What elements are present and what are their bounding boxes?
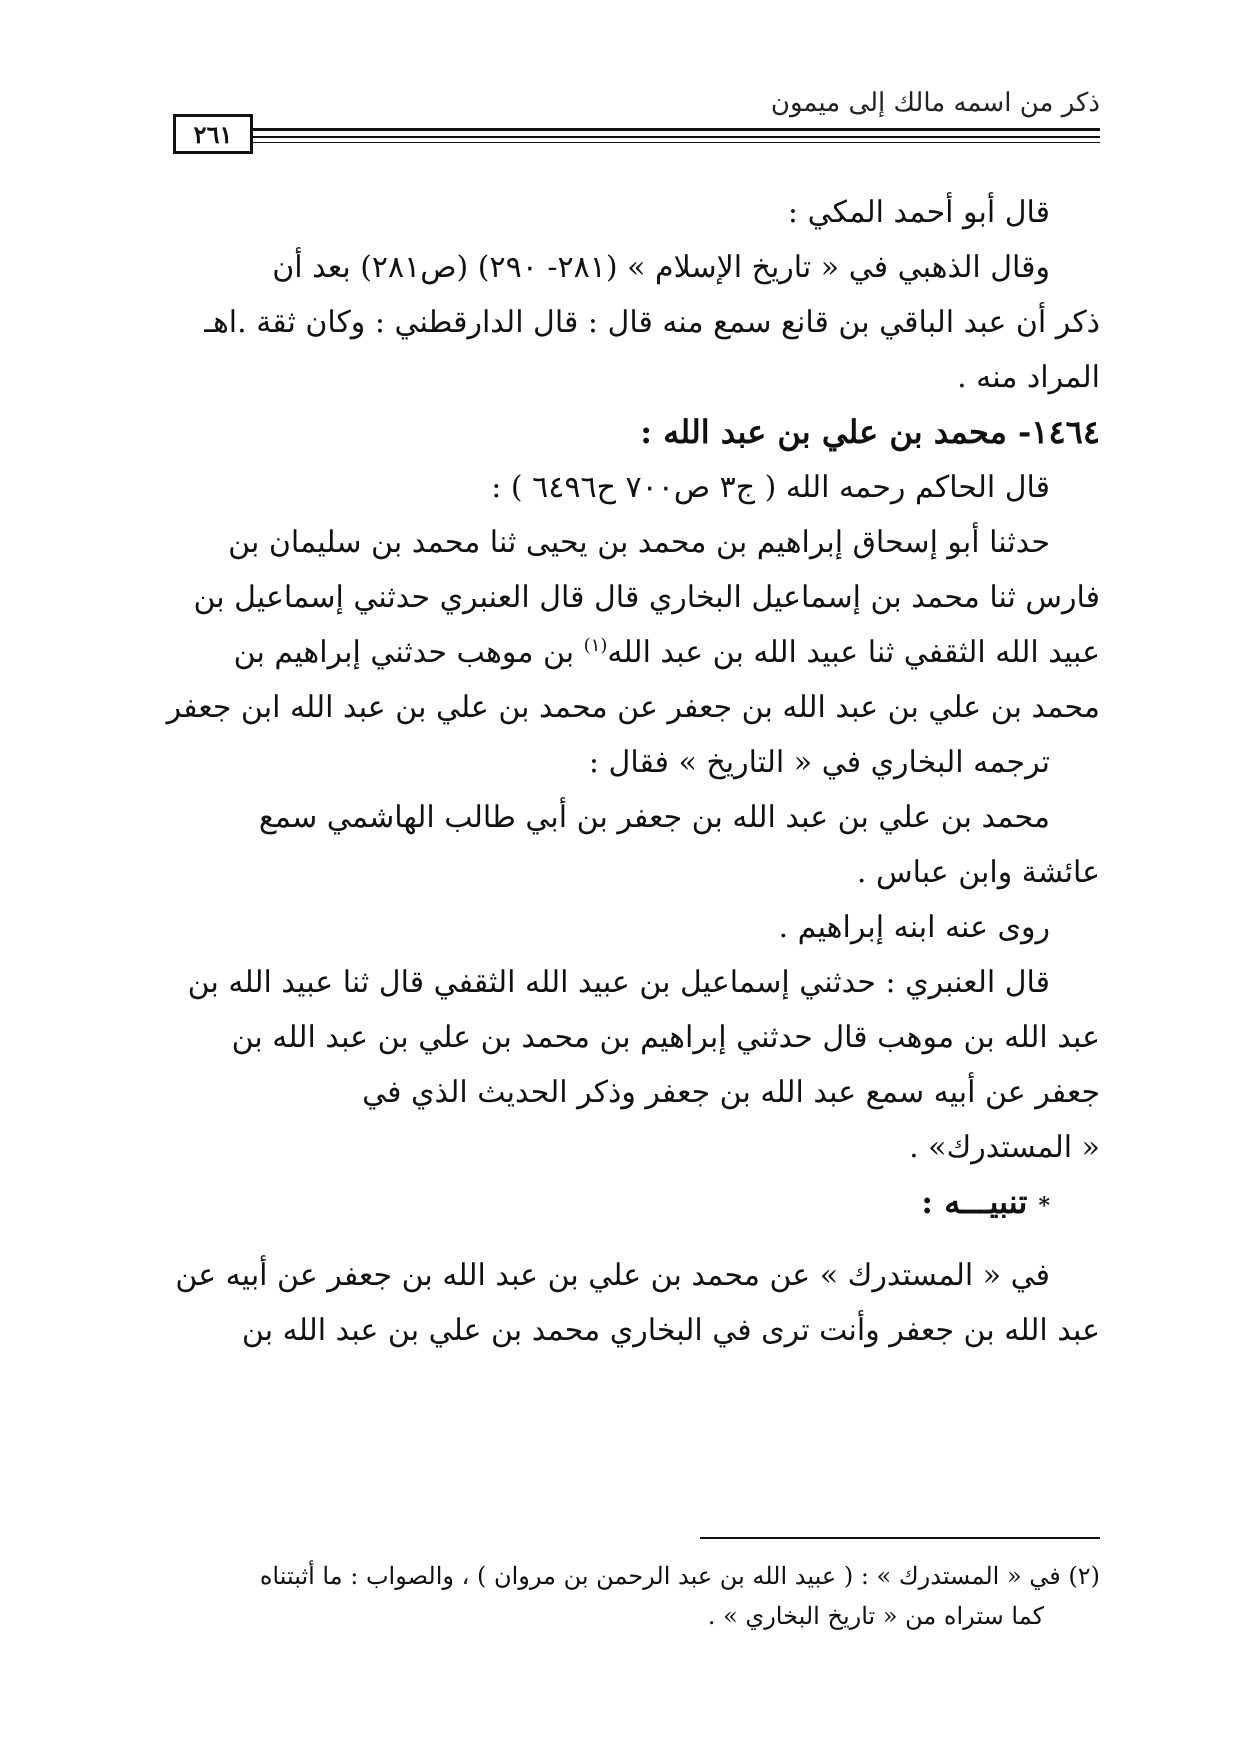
text-line: عبد الله بن جعفر وأنت ترى في البخاري محمد بن علي بن عبد الله بن [241,1313,1100,1348]
text-line: محمد بن علي بن عبد الله بن جعفر بن أبي طالب الهاشمي سمع [258,800,1050,835]
text-line: روى عنه ابنه إبراهيم . [778,910,1050,945]
text-line: ذكر أن عبد الباقي بن قانع سمع منه قال : قال الدارقطني : وكان ثقة .اهـ [204,305,1100,340]
text-line: قال الحاكم رحمه الله ( ج٣ ص٧٠٠ ح٦٤٩٦ ) : [491,470,1050,505]
text-segment: بن موهب حدثني إبراهيم بن [233,635,584,670]
entry-heading: ١٤٦٤- محمد بن علي بن عبد الله : [640,413,1100,451]
text-line: « المستدرك» . [909,1130,1100,1165]
footnote [160,1556,1100,1636]
star-icon: * [1038,1193,1050,1219]
text-line: جعفر عن أبيه سمع عبد الله بن جعفر وذكر الحديث الذي في [362,1075,1100,1110]
page-number: ٢٦١ [173,114,253,154]
text-line: قال العنبري : حدثني إسماعيل بن عبيد الله الثقفي قال ثنا عبيد الله بن [187,965,1050,1000]
header-rule [253,142,1100,143]
main-text [160,185,1100,1358]
text-line: في « المستدرك » عن محمد بن علي بن عبد الله بن جعفر عن أبيه عن [175,1258,1050,1293]
footnote-line: (٢) في « المستدرك » : ( عبيد الله بن عبد الرحمن بن مروان ) ، والصواب : ما أثبتناه [259,1562,1100,1590]
header-rule [253,128,1100,131]
footnote-rule [700,1537,1100,1539]
text-line: محمد بن علي بن عبد الله بن جعفر عن محمد بن علي بن عبد الله ابن جعفر [166,690,1100,725]
text-line: قال أبو أحمد المكي : [787,195,1050,230]
header-rule [253,136,1100,138]
text-line [160,625,1100,680]
notice-heading [160,1175,1100,1230]
footnote-line: كما ستراه من « تاريخ البخاري » . [707,1602,1044,1630]
notice-label: تنبيـــه : [921,1183,1028,1221]
text-line: المراد منه . [957,360,1100,395]
text-segment: عبيد الله الثقفي ثنا عبيد الله بن عبد الله [607,635,1100,670]
text-line: وقال الذهبي في « تاريخ الإسلام » (٢٨١- ٢٩٠) (ص٢٨١) بعد أن [272,250,1050,285]
text-line: عائشة وابن عباس . [856,855,1100,890]
text-line: عبد الله بن موهب قال حدثني إبراهيم بن محمد بن علي بن عبد الله بن [231,1020,1100,1055]
running-title: ذكر من اسمه مالك إلى ميمون [770,88,1100,118]
text-line: فارس ثنا محمد بن إسماعيل البخاري قال قال العنبري حدثني إسماعيل بن [193,580,1100,615]
text-line: حدثنا أبو إسحاق إبراهيم بن محمد بن يحيى ثنا محمد بن سليمان بن [228,525,1050,560]
spacer [160,1230,1100,1248]
text-line: ترجمه البخاري في « التاريخ » فقال : [588,745,1050,780]
footnote-marker: (١) [583,635,608,656]
